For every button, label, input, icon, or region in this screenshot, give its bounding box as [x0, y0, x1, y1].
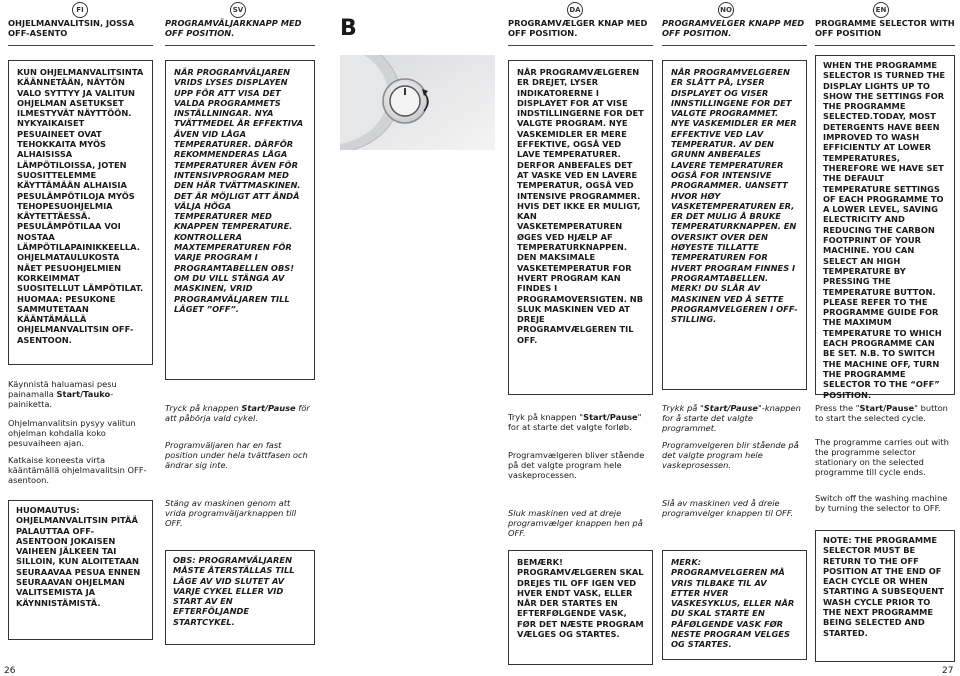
fi-main-box — [8, 60, 153, 365]
fi-header: OHJELMANVALITSIN, JOSSA OFF-ASENTO — [8, 18, 135, 38]
machine-illustration — [340, 55, 495, 150]
en-selector-paragraph: The programme carries out with the programme selector stationary on the selected programme till cycle ends. — [815, 437, 949, 477]
fi-header-rule — [8, 45, 153, 46]
sv-header-rule — [165, 45, 315, 46]
sv-header: PROGRAMVÄLJARKNAPP MED OFF POSITION. — [165, 18, 302, 38]
fi-start-paragraph: Käynnistä haluamasi pesu painamalla Start/Tauko-painiketta. — [8, 379, 117, 409]
no-start-pause-label: Start/Pause — [703, 403, 759, 413]
language-badge-en: EN — [873, 2, 889, 18]
sv-start-pause-label: Start/Pause — [241, 403, 296, 413]
page-number-left: 26 — [4, 666, 16, 676]
no-header-rule — [662, 45, 807, 46]
no-selector-paragraph: Programvelgeren blir stående på det valgte program hele vaskeprosessen. — [662, 440, 799, 470]
sv-main-text: NÄR PROGRAMVÄLJAREN VRIDS LYSES DISPLAYEN UPP FÖR ATT VISA DET VALDA PROGRAMMETS INSTÄLLNINGAR. NYA TVÄTTMEDEL ÄR EFFEKTIVA ÄVEN VID LÅGA TEMPERATURER. DÄRFÖR REKOMMENDERAS LÅGA TEMPERATURER ÄVEN FÖR INTENSIVPROGRAM MED DEN HÄR TVÄTTMASKINEN. DET ÄR MÖJLIGT ATT ÄNDÅ VÄLJA HÖGA TEMPERATURER MED KNAPPEN TEMPERATURE. KONTROLLERA MAXTEMPERATUREN FÖR VARJE PROGRAM I PROGRAMTABELLEN OBS! OM DU VILL STÄNGA AV MASKINEN, VRID PROGRAMVÄLJAREN TILL LÄGET ”OFF”. — [174, 67, 304, 314]
no-note-box — [662, 550, 807, 660]
page-number-right: 27 — [942, 666, 954, 676]
da-off-paragraph: Sluk maskinen ved at dreje programvælger knappen hen på OFF. — [508, 508, 643, 538]
en-main-text: WHEN THE PROGRAMME SELECTOR IS TURNED THE DISPLAY LIGHTS UP TO SHOW THE SETTINGS FOR THE PROGRAMME SELECTED.TODAY, MOST DETERGENTS HAVE BEEN IMPROVED TO WASH EFFICIENTLY AT LOWER TEMPERATURES, THEREFORE WE HAVE SET THE DEFAULT TEMPERATURE SETTINGS OF EACH PROGRAMME TO A LOWER LEVEL, SAVING ELECTRICITY AND REDUCING THE CARBON FOOTPRINT OF YOUR MACHINE. YOU CAN SELECT AN HIGH TEMPERATURE BY PRESSING THE TEMPERATURE BUTTON. PLEASE REFER TO THE PROGRAMME GUIDE FOR THE MAXIMUM TEMPERATURE TO WHICH EACH PROGRAMME CAN BE SET. N.B. TO SWITCH THE MACHINE OFF, TURN THE PROGRAMME SELECTOR TO THE “OFF” POSITION. — [823, 60, 946, 400]
language-badge-da: DA — [567, 2, 583, 18]
language-badge-fi: FI — [72, 2, 88, 18]
no-main-text: NÅR PROGRAMVELGEREN ER SLÅTT PÅ, LYSER DISPLAYET OG VISER INNSTILLINGENE FOR DET VALGTE PROGRAMMET. NYE VASKEMIDLER ER MER EFFEKTIVE VED LAV TEMPERATUR. AV DEN GRUNN ANBEFALES LAVERE TEMPERATURER OGSÅ FOR INTENSIVE PROGRAMMER. UANSETT HVOR HØY VASKETEMPERATUREN ER, ER DET MULIG Å BRUKE TEMPERATURKNAPPEN. EN OVERSIKT OVER DEN HØYESTE TILLATTE TEMPERATUREN FOR HVERT PROGRAM FINNES I PROGRAMTABELLEN. MERK! DU SLÅR AV MASKINEN VED Å SETTE PROGRAMVELGEREN I OFF-STILLING. — [671, 67, 798, 325]
sv-off-paragraph: Stäng av maskinen genom att vrida programväljarknappen till OFF. — [165, 498, 297, 528]
sv-note-text: OBS: PROGRAMVÄLJAREN MÅSTE ÅTERSTÄLLAS TILL LÄGE AV VID SLUTET AV VARJE CYKEL ELLER VID START AV EN EFTERFÖLJANDE STARTCYKEL. — [173, 555, 295, 627]
no-header: PROGRAMVELGER KNAPP MED OFF POSITION. — [662, 18, 805, 38]
en-header: PROGRAMME SELECTOR WITH OFF POSITION — [815, 18, 955, 38]
da-header-rule — [508, 45, 653, 46]
fi-note-box — [8, 500, 153, 640]
fi-note-text: HUOMAUTUS: OHJELMANVALITSIN PITÄÄ PALAUTTAA OFF-ASENTOON JOKAISEN VAIHEEN JÄLKEEN TAI SILLOIN, KUN ALOITETAAN SEURAAVAA PESUA ENNEN SEURAAVAN OHJELMAN VALITSEMISTA JA KÄYNNISTÄMISTÄ. — [16, 505, 141, 608]
fi-start-pause-label: Start/Tauko — [56, 389, 111, 399]
fi-selector-paragraph: Ohjelmanvalitsin pysyy valitun ohjelman kohdalla koko pesuvaiheen ajan. — [8, 418, 136, 448]
da-note-text: BEMÆRK! PROGRAMVÆLGEREN SKAL DREJES TIL OFF IGEN VED HVER ENDT VASK, ELLER NÅR DER STARTES EN EFTERFØLGENDE VASK, FØR DET NÆSTE PROGRAM VÆLGES OG STARTES. — [517, 557, 644, 640]
da-note-box — [508, 550, 653, 665]
section-letter: B — [340, 16, 357, 41]
language-badge-sv: SV — [230, 2, 246, 18]
no-start-paragraph: Trykk på "Start/Pause"-knappen for å starte det valgte programmet. — [662, 403, 801, 433]
en-start-pause-label: Start/Pause — [859, 403, 915, 413]
en-note-text: NOTE: THE PROGRAMME SELECTOR MUST BE RETURN TO THE OFF POSITION AT THE END OF EACH CYCLE OR WHEN STARTING A SUBSEQUENT WASH CYCLE PRIOR TO THE NEXT PROGRAMME BEING SELECTED AND STARTED. — [823, 535, 944, 638]
language-badge-no: NO — [718, 2, 734, 18]
da-start-paragraph: Tryk på knappen "Start/Pause" for at starte det valgte forløb. — [508, 412, 642, 432]
sv-main-box — [165, 60, 315, 380]
da-main-box — [508, 60, 653, 395]
da-selector-paragraph: Programvælgeren bliver stående på det valgte program hele vaskeprocessen. — [508, 450, 645, 480]
sv-start-paragraph: Tryck på knappen Start/Pause för att påbörja vald cykel. — [165, 403, 310, 423]
sv-selector-paragraph: Programväljaren har en fast position under hela tvättfasen och ändrar sig inte. — [165, 440, 308, 470]
en-note-box — [815, 530, 955, 662]
da-header: PROGRAMVÆLGER KNAP MED OFF POSITION. — [508, 18, 648, 38]
fi-off-paragraph: Katkaise koneesta virta kääntämällä ohjelmavalitsin OFF-asentoon. — [8, 455, 147, 485]
sv-note-box — [165, 550, 315, 645]
da-start-pause-label: Start/Pause — [583, 412, 638, 422]
en-header-rule — [815, 45, 955, 46]
no-main-box — [662, 60, 807, 390]
no-off-paragraph: Slå av maskinen ved å dreie programvelger knappen til OFF. — [662, 498, 794, 518]
en-start-paragraph: Press the "Start/Pause" button to start the selected cycle. — [815, 403, 948, 423]
no-note-text: MERK: PROGRAMVELGEREN MÅ VRIS TILBAKE TIL AV ETTER HVER VASKESYKLUS, ELLER NÅR DU SKAL STARTE EN PÅFØLGENDE VASK FØR NESTE PROGRAM VELGES OG STARTES. — [671, 557, 795, 650]
en-off-paragraph: Switch off the washing machine by turning the selector to OFF. — [815, 493, 948, 513]
da-main-text: NÅR PROGRAMVÆLGEREN ER DREJET, LYSER INDIKATORERNE I DISPLAYET FOR AT VISE INDSTILLINGERNE FOR DET VALGTE PROGRAM. NYE VASKEMIDLER ER MERE EFFEKTIVE, OGSÅ VED LAVE TEMPERATURER. DERFOR ANBEFALES DET AT VASKE VED EN LAVERE TEMPERATUR, OGSÅ VED INTENSIVE PROGRAMMER. HVIS DET IKKE ER MULIGT, KAN VASKETEMPERATUREN ØGES VED HJÆLP AF TEMPERATURKNAPPEN. DEN MAKSIMALE VASKETEMPERATUR FOR HVERT PROGRAM KAN FINDES I PROGRAMOVERSIGTEN. NB SLUK MASKINEN VED AT DREJE PROGRAMVÆLGEREN TIL OFF. — [517, 67, 644, 345]
fi-main-text: KUN OHJELMANVALITSINTA KÄÄNNETÄÄN, NÄYTÖN VALO SYTTYY JA VALITUN OHJELMAN ASETUKSET ILMESTYVÄT NÄYTTÖÖN. NYKYAIKAISET PESUAINEET OVAT TEHOKKAITA MYÖS ALHAISISSA LÄMPÖTILOISSA, JOTEN SUOSITTELEMME KÄYTTÄMÄÄN ALHAISIA PESULÄMPÖTILOJA MYÖS TEHOPESUOHJELMIA KÄYTETTÄESSÄ. PESULÄMPÖTILAA VOI NOSTAA LÄMPÖTILAPAINIKKEELLA. OHJELMATAULUKOSTA NÄET PESUOHJELMIEN KORKEIMMAT SUOSITELLUT LÄMPÖTILAT. HUOMAA: PESUKONE SAMMUTETAAN KÄÄNTÄMÄLLÄ OHJELMANVALITSIN OFF-ASENTOON. — [17, 67, 144, 345]
en-main-box — [815, 55, 955, 400]
